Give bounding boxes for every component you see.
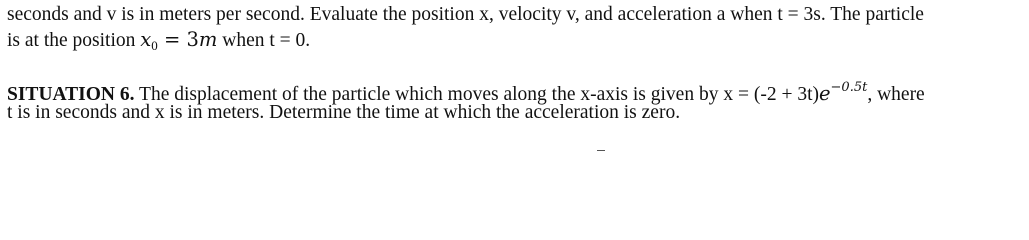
initial-position-unit: m [198,28,218,51]
exponential-base: e [818,82,831,105]
situation-line-end: , where [867,84,925,105]
initial-position-variable: x [140,28,152,51]
situation-text: The displacement of the particle which moves along the x-axis is given by x = (-2 + 3t) [134,84,819,105]
paragraph1-line1: seconds and v is in meters per second. Evaluate the position x, velocity v, and acceleration a when t = 3s. The particle [7,4,924,25]
situation-heading: SITUATION 6. [7,84,135,105]
paragraph1-line2 [7,28,310,58]
line2-prefix: is at the position [7,30,141,51]
initial-position-equals: = 3 [157,28,199,51]
scan-mark [597,150,605,151]
initial-position-subscript: 0 [151,38,158,53]
paragraph2-line2: t is in seconds and x is in meters. Determine the time at which the acceleration is zero. [7,102,681,123]
line2-suffix: when t = 0. [217,30,311,51]
exponential-power: −0.5t [830,80,868,95]
